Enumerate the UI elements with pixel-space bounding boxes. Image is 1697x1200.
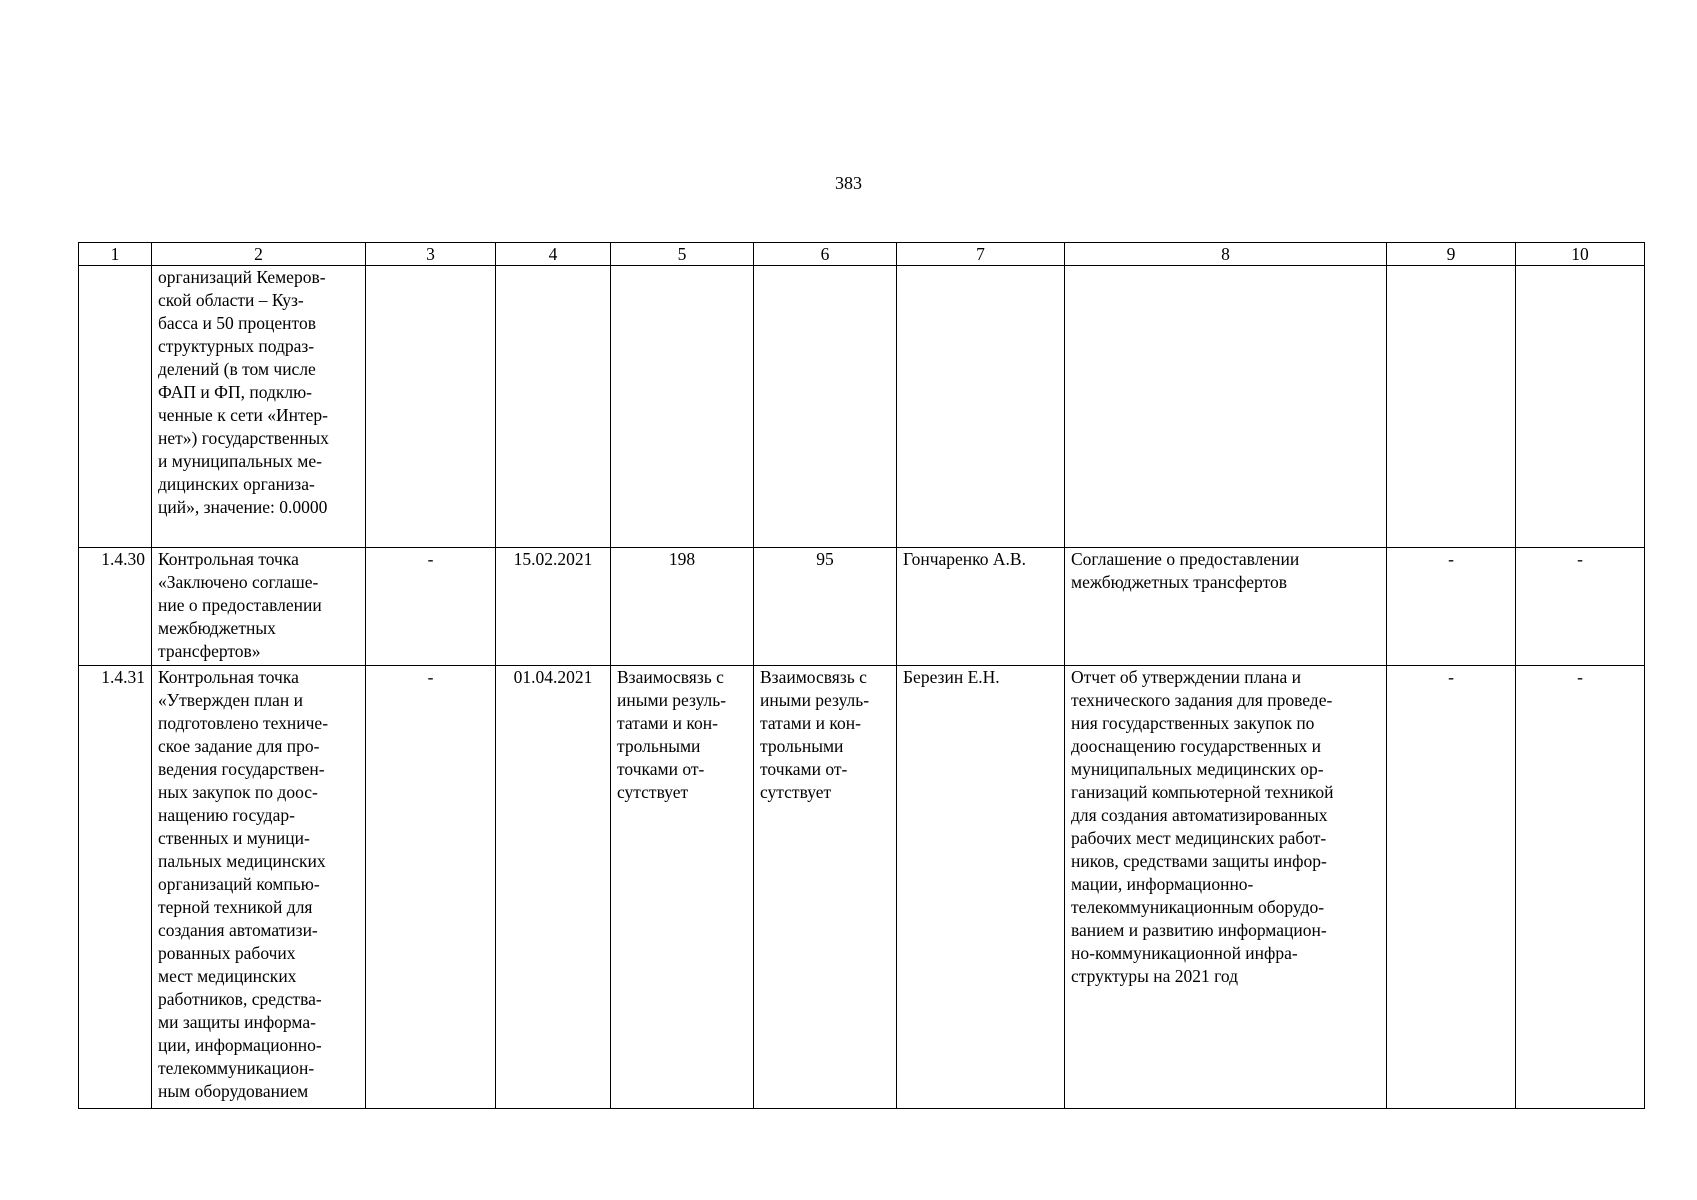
column-9-cell — [1387, 266, 1516, 548]
responsible-cell: Гончаренко А.В. — [897, 548, 1065, 666]
column-header-4: 4 — [496, 243, 611, 266]
page-number: 383 — [835, 173, 862, 193]
column-3-cell — [366, 266, 496, 548]
column-6-cell — [754, 266, 897, 548]
date-cell: 01.04.2021 — [496, 666, 611, 1109]
column-10-cell — [1516, 266, 1645, 548]
column-10-cell: - — [1516, 548, 1645, 666]
column-10-cell: - — [1516, 666, 1645, 1109]
column-header-10: 10 — [1516, 243, 1645, 266]
result-document-cell: Отчет об утверждении плана и технического задания для проведе- ния государственных закупок по дооснащению государственных и муниципальных медицинских ор- ганизаций компьютерной техникой для создания автоматизированных рабочих мест медицинских работ- ников, средствами защиты инфор- мации, информационно- телекоммуникационным оборудо- ванием и развитию информацион- но-коммуникационной инфра- структуры на 2021 год — [1065, 666, 1387, 1109]
column-header-5: 5 — [611, 243, 754, 266]
item-description-cell: Контрольная точка «Заключено соглаше- ние о предоставлении межбюджетных трансфертов» — [152, 548, 366, 666]
item-description-cell: организаций Кемеров- ской области – Куз- басса и 50 процентов структурных подраз- делений (в том числе ФАП и ФП, подклю- ченные к сети «Интер- нет») государственных и муниципальных ме- дицинских организа- ций», значение: 0.0000 — [152, 266, 366, 548]
column-5-cell — [611, 266, 754, 548]
document-table — [78, 242, 1645, 1109]
column-number-row — [79, 243, 1645, 266]
column-3-cell: - — [366, 548, 496, 666]
result-document-cell — [1065, 266, 1387, 548]
date-cell: 15.02.2021 — [496, 548, 611, 666]
column-6-cell: 95 — [754, 548, 897, 666]
column-header-2: 2 — [152, 243, 366, 266]
column-6-cell: Взаимосвязь с иными резуль- татами и кон- трольными точками от- сутствует — [754, 666, 897, 1109]
row-number-cell: 1.4.30 — [79, 548, 152, 666]
column-header-6: 6 — [754, 243, 897, 266]
row-number-cell — [79, 266, 152, 548]
column-header-3: 3 — [366, 243, 496, 266]
column-header-1: 1 — [79, 243, 152, 266]
column-header-7: 7 — [897, 243, 1065, 266]
responsible-cell: Березин Е.Н. — [897, 666, 1065, 1109]
column-9-cell: - — [1387, 666, 1516, 1109]
table-row — [79, 548, 1645, 666]
column-9-cell: - — [1387, 548, 1516, 666]
table-row — [79, 266, 1645, 548]
item-description-cell: Контрольная точка «Утвержден план и подготовлено техниче- ское задание для про- ведения государствен- ных закупок по доос- нащению государ- ственных и муници- пальных медицинских организаций компью- терной техникой для создания автоматизи- рованных рабочих мест медицинских работников, средства- ми защиты информа- ции, информационно- телекоммуникацион- ным оборудованием — [152, 666, 366, 1109]
row-number-cell: 1.4.31 — [79, 666, 152, 1109]
column-5-cell: Взаимосвязь с иными резуль- татами и кон- трольными точками от- сутствует — [611, 666, 754, 1109]
result-document-cell: Соглашение о предоставлении межбюджетных трансфертов — [1065, 548, 1387, 666]
column-header-8: 8 — [1065, 243, 1387, 266]
column-3-cell: - — [366, 666, 496, 1109]
date-cell — [496, 266, 611, 548]
responsible-cell — [897, 266, 1065, 548]
column-5-cell: 198 — [611, 548, 754, 666]
column-header-9: 9 — [1387, 243, 1516, 266]
table-row — [79, 666, 1645, 1109]
